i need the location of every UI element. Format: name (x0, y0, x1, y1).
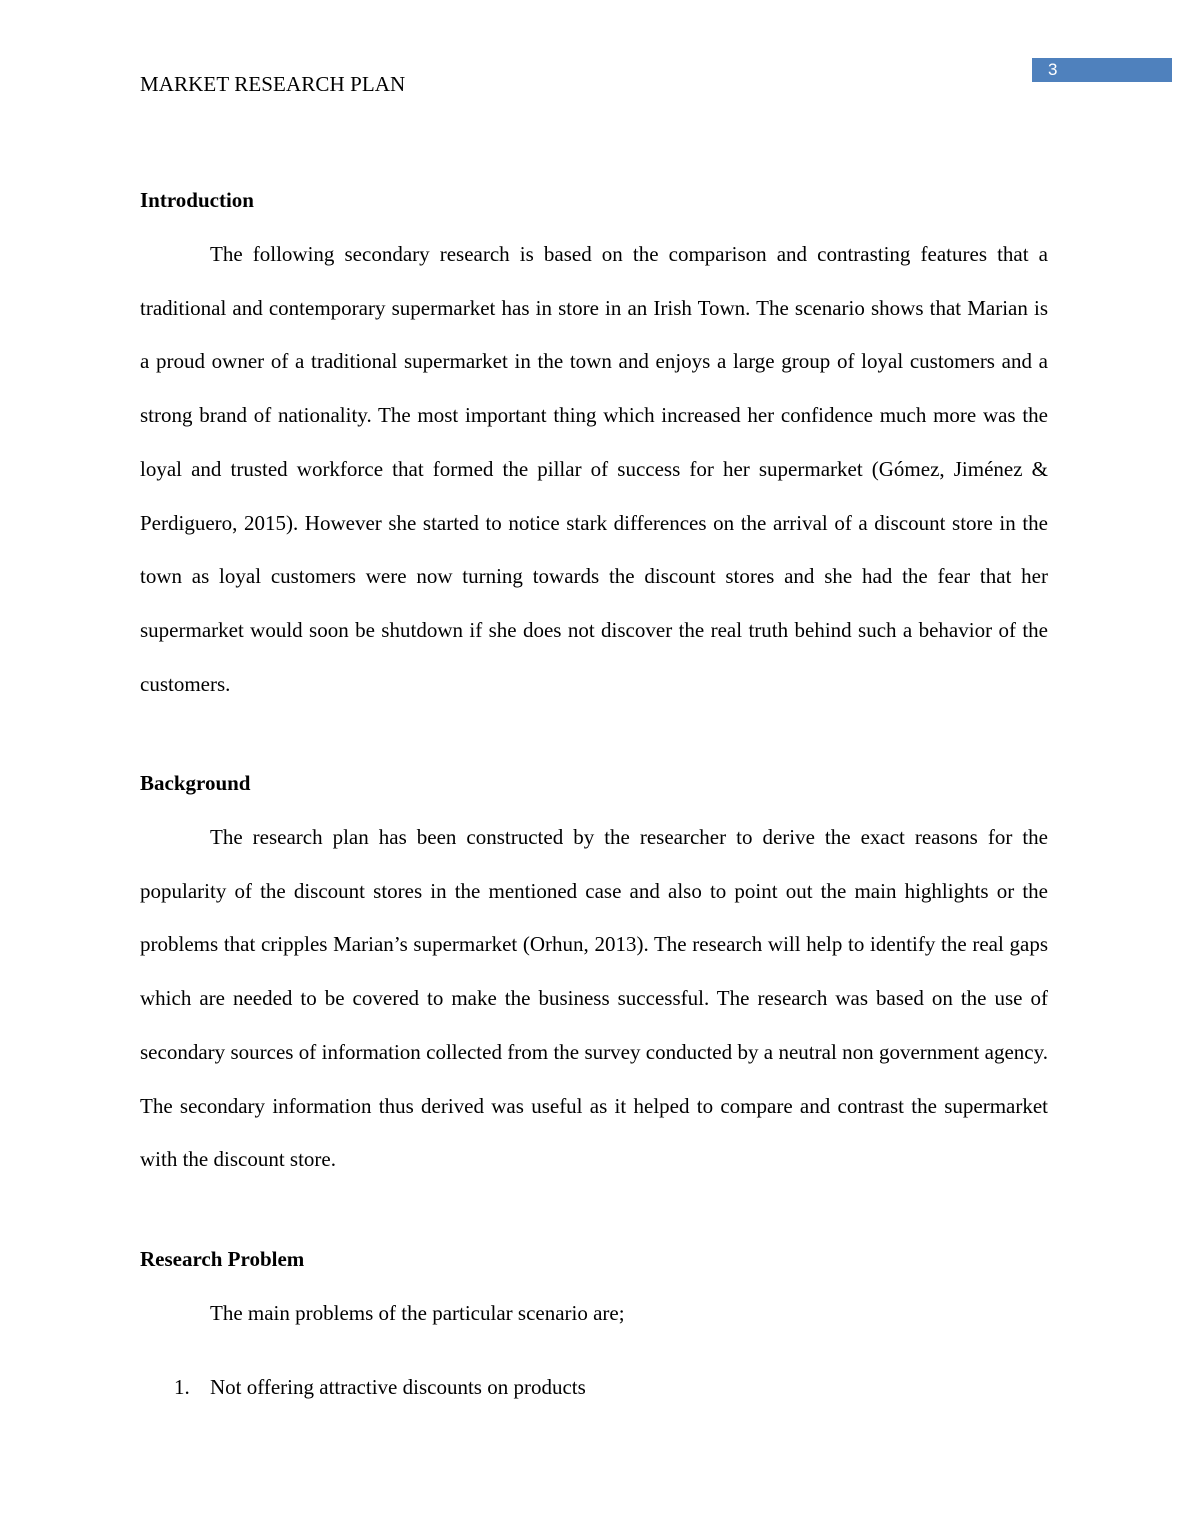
page-number-badge (1032, 58, 1172, 82)
research-problem-intro: The main problems of the particular scenario are; (210, 1301, 625, 1325)
page-number: 3 (1048, 60, 1058, 79)
research-problem-heading: Research Problem (140, 1247, 305, 1271)
introduction-heading: Introduction (140, 188, 254, 212)
list-item-number: 1. (174, 1375, 190, 1399)
introduction-paragraph: The following secondary research is based on the comparison and contrasting features that a traditional and contemporary supermarket has in store in an Irish Town. The scenario shows that Marian is a proud owner of a traditional supermarket in the town and enjoys a large group of loyal customers and a strong brand of nationality. The most important thing which increased her confidence much more was the loyal and trusted workforce that formed the pillar of success for her supermarket (Gómez, Jiménez & Perdiguero, 2015). However she started to notice stark differences on the arrival of a discount store in the town as loyal customers were now turning towards the discount stores and she had the fear that her supermarket would soon be shutdown if she does not discover the real truth behind such a behavior of the customers. (140, 242, 1048, 696)
background-paragraph: The research plan has been constructed by the researcher to derive the exact reasons for the popularity of the discount stores in the mentioned case and also to point out the main highlights or the problems that cripples Marian’s supermarket (Orhun, 2013). The research will help to identify the real gaps which are needed to be covered to make the business successful. The research was based on the use of secondary sources of information collected from the survey conducted by a neutral non government agency. The secondary information thus derived was useful as it helped to compare and contrast the supermarket with the discount store. (140, 825, 1048, 1172)
list-item-text: Not offering attractive discounts on products (210, 1375, 586, 1399)
running-head: MARKET RESEARCH PLAN (140, 72, 406, 96)
background-heading: Background (140, 771, 251, 795)
